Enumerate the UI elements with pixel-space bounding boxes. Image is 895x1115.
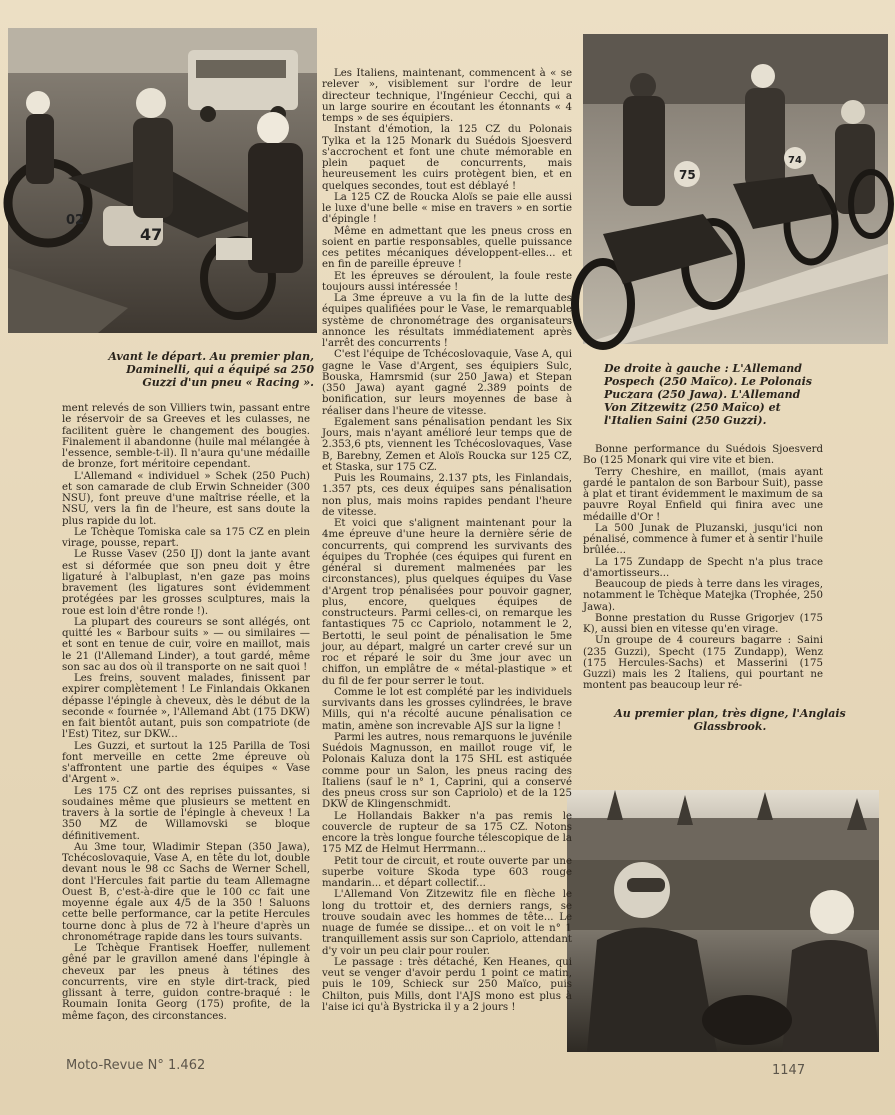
paragraph: La 500 Junak de Pluzanski, jusqu'ici non pénalisé, commence à fumer et à sentir l'huile brûlée... [583, 522, 823, 557]
paragraph: Les freins, souvent malades, finissent par expirer complètement ! Le Finlandais Okkanen dépasse l'épingle à cheveux, dès le début de la seconde « fournée », l'Allemand Abt (175 DKW) en fait bientôt autant, puis son compatriote (de l'Est) Titez, sur DKW... [62, 673, 310, 741]
paragraph: L'Allemand Von Zitzewitz file en flèche le long du trottoir et, des derniers rangs, se trouve soudain avec les hommes de tête... Le nuage de fumée se dissipe... et on voit le n° 1 tranquillement assis sur son Capriolo, attendant d'y voir un peu clair pour rouler. [322, 889, 573, 957]
article-column-3 [583, 444, 823, 694]
paragraph: Un groupe de 4 coureurs bagarre : Saini (235 Guzzi), Specht (175 Zundapp), Wenz (175 Hercules-Sachs) et Masserini (175 Guzzi) mais les 2 Italiens, qui pourtant ne montent pas beaucoup leur ré- [583, 635, 823, 692]
paragraph: Egalement sans pénalisation pendant les Six Jours, mais n'ayant amélioré leur temps que de 2.353,6 pts, viennent les Tchécoslovaques, Vase B, Barebny, Zemen et Aloïs Roucka sur 125 CZ, et Staska, sur 175 CZ. [322, 416, 572, 473]
paragraph: C'est l'équipe de Tchécoslovaquie, Vase A, qui gagne le Vase d'Argent, ses équipiers Sulc, Bouska, Hamrsmid (sur 250 Jawa) et Stepan (350 Jawa) ayant gagné 2.389 points de bonification, sur leurs moyennes de base à réaliser dans l'heure de vitesse. [322, 349, 572, 417]
article-column-2 [322, 68, 572, 1018]
paragraph: Bonne prestation du Russe Grigorjev (175 K), aussi bien en vitesse qu'en virage. [583, 612, 823, 635]
magazine-issue-footer: Moto-Revue N° 1.462 [66, 1058, 206, 1073]
paragraph: Terry Cheshire, en maillot, (mais ayant gardé le pantalon de son Barbour Suit), passe à plat et tirant évidemment le maximum de sa pauvre Royal Enfield qui finira avec une médaille d'Or ! [583, 466, 823, 523]
racing-number: 74 [788, 155, 802, 166]
photo-caption: Avant le départ. Au premier plan, Daminelli, qui a équipé sa 250 Guzzi d'un pneu « Racing ». [108, 350, 314, 389]
photo-riders-start [8, 28, 317, 333]
paragraph: Les Guzzi, et surtout la 125 Parilla de Tosi font merveille en cette 2me épreuve où s'affrontent une partie des équipes « Vase d'Argent ». [62, 740, 310, 786]
paragraph: Même en admettant que les pneus cross en soient en partie responsables, quelle puissance ces petites mécaniques développent-elles... et en fin de pareille épreuve ! [322, 225, 572, 271]
photo-glassbrook [567, 790, 879, 1052]
racing-number: 75 [679, 168, 696, 182]
paragraph: La 3me épreuve a vu la fin de la lutte des équipes qualifiées pour le Vase, le remarquable système de chronométrage des organisateurs annonce les résultats immédiatement après l'arrêt des concurrents ! [322, 293, 572, 349]
paragraph: La 125 CZ de Roucka Aloïs se paie elle aussi le luxe d'une belle « mise en travers » en sortie d'épingle ! [322, 191, 572, 226]
racing-number: 47 [140, 225, 163, 244]
paragraph: Bonne performance du Suédois Sjoesverd Bo (125 Monark qui vire vite et bien. [583, 444, 823, 467]
paragraph: Beaucoup de pieds à terre dans les virages, notamment le Tchèque Matejka (Trophée, 250 Jawa). [583, 579, 823, 613]
racing-number: 02 [66, 213, 85, 228]
paragraph: Petit tour de circuit, et route ouverte par une superbe voiture Skoda type 603 rouge mandarin... et départ collectif... [322, 855, 572, 889]
paragraph: Les 175 CZ ont des reprises puissantes, si soudaines même que plusieurs se mettent en travers à la sortie de l'épingle à cheveux ! La 350 MZ de Willamovski se bloque définitivement. [62, 785, 310, 842]
paragraph: Les Italiens, maintenant, commencent à « se relever », visiblement sur l'ordre de leur directeur technique, l'Ingénieur Cecchi, qui a un large sourire en écoutant les étonnants « 4 temps » de ses équipiers. [322, 68, 572, 124]
article-column-1 [62, 403, 310, 1022]
page-number: 1147 [772, 1063, 806, 1078]
paragraph: L'Allemand « individuel » Schek (250 Puch) et son camarade de club Erwin Schneider (300 NSU), font preuve d'une maîtrise réelle, et la NSU, vers la fin de l'heure, est sans doute la plus rapide du lot. [62, 470, 310, 527]
photo-caption: Au premier plan, très digne, l'Anglais Glassbrook. [614, 707, 846, 733]
photo-caption: De droite à gauche : L'Allemand Pospech (250 Maïco). Le Polonais Puczara (250 Jawa). L'Allemand Von Zitzewitz (250 Maïco) et l'Italien Saini (250 Guzzi). [604, 362, 812, 427]
paragraph: ment relevés de son Villiers twin, passant entre le réservoir de sa Greeves et les culasses, ne facilitent guère le changement des bougies. Finalement il abandonne (huile mal mélangée à l'essence, semble-t-il). Il n'aura qu'une médaille de bronze, fort méritoire cependant. [62, 403, 310, 471]
paragraph: Comme le lot est complété par les individuels survivants dans les grosses cylindrées, le brave Mills, qui n'a récolté aucune pénalisation ce matin, amène son increvable AJS sur la ligne ! [322, 686, 572, 732]
paragraph: La plupart des coureurs se sont allégés, ont quitté les « Barbour suits » — ou similaires — et sont en tenue de cuir, voire en maillot, mais le 21 (l'Allemand Linder), a tout gardé, même son sac au dos où il transporte on ne sait quoi ! [62, 616, 310, 673]
paragraph: Le passage : très détaché, Ken Heanes, qui veut se venger d'avoir perdu 1 point ce matin, puis le 109, Schieck sur 250 Maïco, puis Chilton, puis Mills, dont l'AJS mono est plus à l'aise ici qu'à Bystricka il y a 2 jours ! [322, 956, 572, 1013]
paragraph: Le Tchèque Frantisek Hoeffer, nullement gêné par le gravillon amené dans l'épingle à cheveux par les pneus à tétines des concurrents, vire en style dirt-track, pied glissant à terre, guidon contre-braqué : le Roumain Ionita Georg (175) profite, de la même façon, des circonstances. [62, 943, 310, 1022]
paragraph: La 175 Zundapp de Specht n'a plus trace d'amortisseurs... [583, 556, 823, 579]
paragraph: Le Russe Vasev (250 IJ) dont la jante avant est si déformée que son pneu doit y être ligaturé à l'albuplast, n'en gaze pas moins bravement (les ligatures sont évidemment protégées par les grosses sculptures, mais la roue est loin d'être ronde !). [62, 549, 310, 617]
paragraph: Le Hollandais Bakker n'a pas remis le couvercle de rupteur de sa 175 CZ. Notons encore la très longue fourche télescopique de la 175 MZ de Helmut Herrmann... [322, 810, 572, 856]
photo-riders-lineup [583, 34, 888, 344]
paragraph: Et voici que s'alignent maintenant pour la 4me épreuve d'une heure la dernière série de concurrents, qui comprend les survivants des équipes du Trophée (ces équipes qui furent en général si durement malmenées par les circonstances), plus quelques équipes du Vase d'Argent trop pénalisées pour pouvoir gagner, plus, encore, quelques équipes de constructeurs. Parmi celles-ci, on remarque les fantastiques 75 cc Capriolo, notamment le 2, Bertotti, le seul point de pénalisation le 5me jour, au départ, malgré un carter crevé sur un roc et réparé le soir du 3me jour avec un chiffon, un emplâtre de « métal-plastique » et du fil de fer pour serrer le tout. [322, 518, 572, 687]
paragraph: Parmi les autres, nous remarquons le juvénile Suédois Magnusson, en maillot rouge vif, le Polonais Kaluza dont la 175 SHL est astiquée comme pour un Salon, les pneus racing des Italiens (sauf le n° 1, Caprini, qui a conservé des pneus cross sur son Capriolo) et de la 125 DKW de Klingenschmidt. [322, 731, 572, 811]
paragraph: Au 3me tour, Wladimir Stepan (350 Jawa), Tchécoslovaquie, Vase A, en tête du lot, double devant nous le 98 cc Sachs de Werner Schell, dont l'Hercules fait partie du team Allemagne Ouest B, c'est-à-dire que le 100 cc fait une moyenne égale aux 4/5 de la 350 ! Saluons cette belle performance, car la petite Hercules tourne donc à plus de 72 à l'heure d'après un chronométrage rapide dans les tours suivants. [62, 841, 310, 943]
paragraph: Puis les Roumains, 2.137 pts, les Finlandais, 1.357 pts, ces deux équipes sans pénalisation non plus, mais moins rapides pendant l'heure de vitesse. [322, 473, 572, 518]
paragraph: Et les épreuves se déroulent, la foule reste toujours aussi intéressée ! [322, 270, 572, 293]
paragraph: Le Tchèque Tomiska cale sa 175 CZ en plein virage, pousse, repart. [62, 526, 310, 549]
paragraph: Instant d'émotion, la 125 CZ du Polonais Tylka et la 125 Monark du Suédois Sjoesverd s'accrochent et font une chute mémorable en plein paquet de concurrents, mais heureusement les cuirs protègent bien, et en quelques secondes, tout est déblayé ! [322, 124, 572, 192]
